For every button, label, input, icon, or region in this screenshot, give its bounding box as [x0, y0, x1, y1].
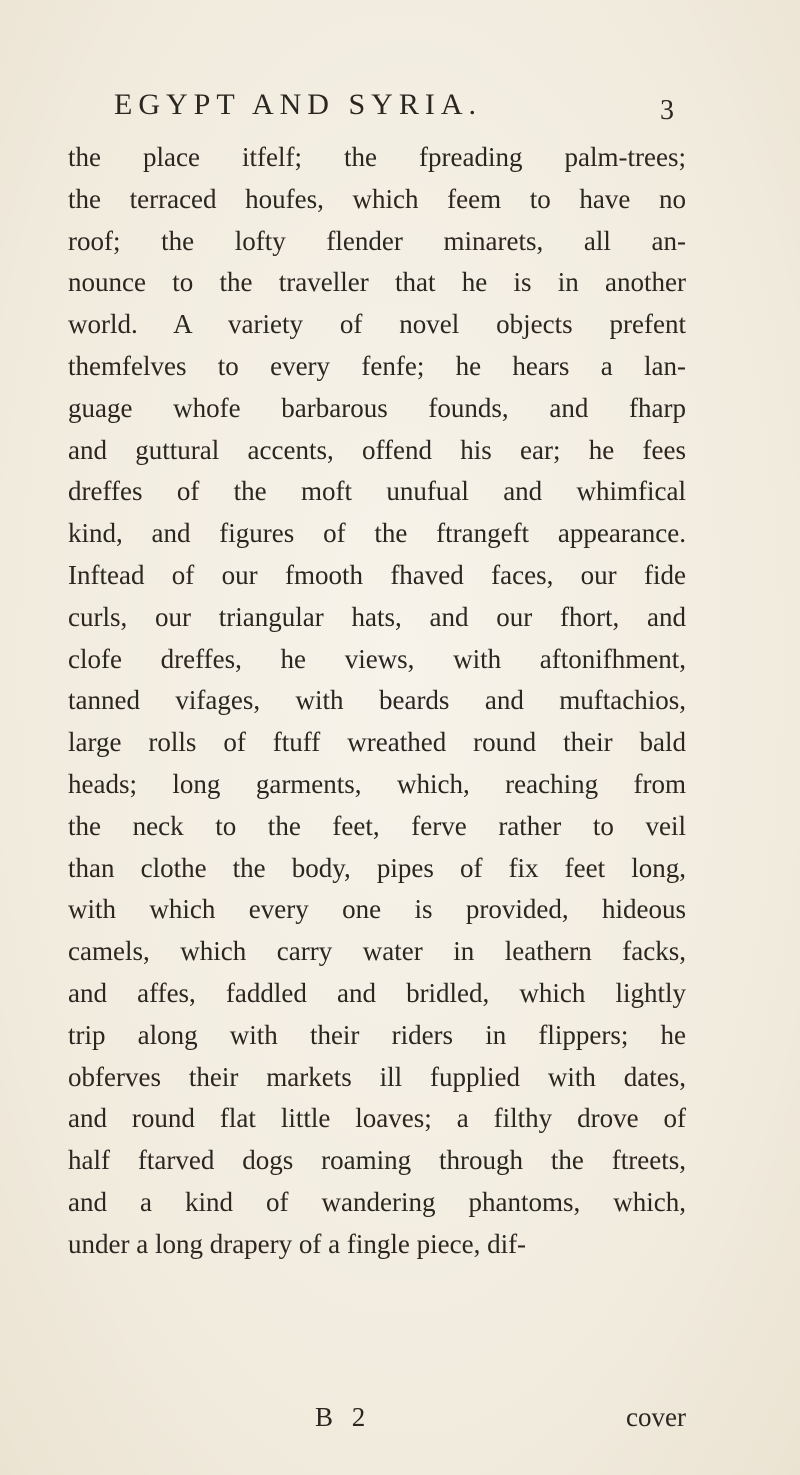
text-line: themfelves to every fenfe; he hears a lan-: [68, 350, 686, 381]
text-line: world. A variety of novel objects prefent: [68, 309, 686, 340]
text-line: roof; the lofty flender minarets, all an-: [68, 225, 686, 256]
running-title: EGYPT AND SYRIA.: [114, 88, 482, 121]
text-line: heads; long garments, which, reaching from: [68, 768, 686, 799]
text-line: Inftead of our fmooth fhaved faces, our fide: [68, 559, 686, 590]
text-line: with which every one is provided, hideous: [68, 894, 686, 925]
text-line: guage whofe barbarous founds, and fharp: [68, 392, 686, 423]
text-line: curls, our triangular hats, and our fhort, and: [68, 601, 686, 632]
signature-mark: B 2: [315, 1402, 372, 1432]
text-line: and guttural accents, offend his ear; he fees: [68, 434, 686, 465]
body-text: [68, 137, 686, 1266]
text-line: large rolls of ftuff wreathed round their bald: [68, 727, 686, 758]
text-line: clofe dreffes, he views, with aftonifhment,: [68, 643, 686, 674]
text-line: under a long drapery of a fingle piece, dif-: [68, 1228, 527, 1259]
text-line: nounce to the traveller that he is in another: [68, 267, 686, 298]
text-line: than clothe the body, pipes of fix feet long,: [68, 852, 686, 883]
text-line: half ftarved dogs roaming through the ftreets,: [68, 1145, 686, 1176]
text-line: trip along with their riders in flippers; he: [68, 1019, 686, 1050]
text-line: and a kind of wandering phantoms, which,: [68, 1186, 686, 1217]
page-number: 3: [660, 95, 674, 126]
running-head: [114, 80, 674, 130]
text-line: camels, which carry water in leathern facks,: [68, 936, 686, 967]
text-line: tanned vifages, with beards and muftachios,: [68, 685, 686, 716]
page-footer: [68, 1395, 686, 1439]
catchword: cover: [626, 1402, 686, 1432]
text-line: the neck to the feet, ferve rather to veil: [68, 810, 686, 841]
text-line: and round flat little loaves; a filthy drove of: [68, 1103, 686, 1134]
text-line: the place itfelf; the fpreading palm-trees;: [68, 142, 686, 172]
text-line: kind, and figures of the ftrangeft appearance.: [68, 518, 686, 549]
text-line: the terraced houfes, which feem to have no: [68, 183, 686, 214]
text-line: obferves their markets ill fupplied with dates,: [68, 1061, 686, 1092]
text-line: dreffes of the moft unufual and whimfical: [68, 476, 686, 507]
text-line: and affes, faddled and bridled, which lightly: [68, 977, 686, 1008]
